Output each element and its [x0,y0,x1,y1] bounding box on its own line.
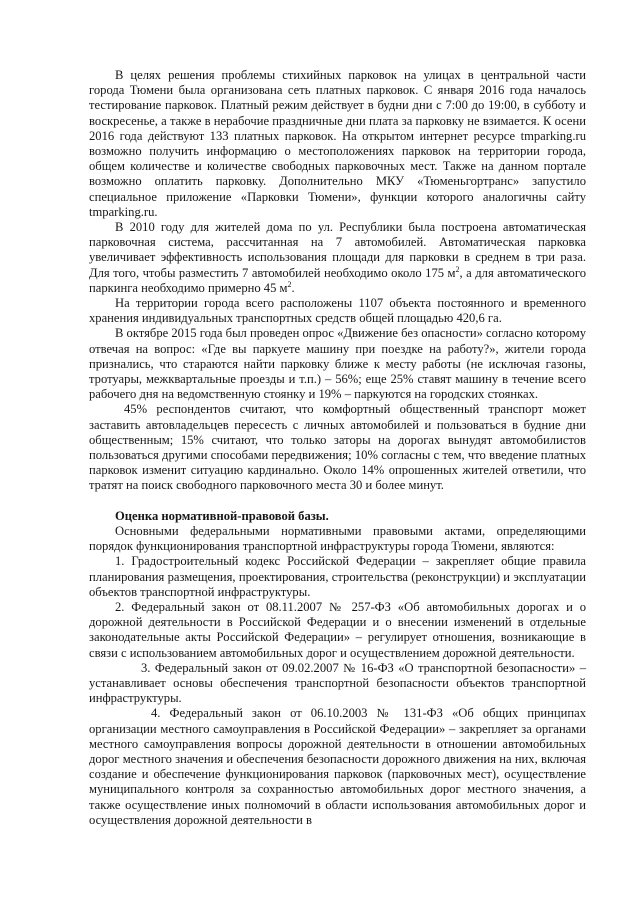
section-heading: Оценка нормативной-правовой базы. [115,508,329,523]
superscript-square-2: 2 [287,279,292,289]
paragraph-respondents: 45% респондентов считают, что комфортный общественный транспорт может заставить автовладельцев пересесть с личных автомобилей и пользоваться в будние дни общественным; 15% считают, что только заторы на дорогах вынудят автомобилистов пользоваться другими способами передвижения; 10% согласны с тем, что введение платных парковок изменит ситуацию кардинально. Около 14% опрошенных жителей ответили, что тратят на поиск свободного парковочного места 30 и более минут. [89,402,586,493]
paragraph-survey: В октябре 2015 года был проведен опрос «Движение без опасности» согласно которому отвечая на вопрос: «Где вы паркуете машину при поездке на работу?», жители города признались, что стараются найти парковку ближе к месту работы (не исключая газоны, тротуары, межквартальные проезды и т.п.) – 56%; еще 25% ставят машину в течение всего рабочего дня на ведомственную стоянку и 19% – паркуются на городских стоянках. [89,326,586,402]
automatic-parking-text-mid: , а для автоматического паркинга необходимо примерно 45 м [89,265,586,295]
document-page [89,68,586,828]
paragraph-paid-parking: В целях решения проблемы стихийных парковок на улицах в центральной части города Тюмени была организована сеть платных парковок. С января 2016 года началось тестирование парковок. Платный режим действует в будни дни с 7:00 до 19:00, в субботу и воскресенье, а также в нерабочие праздничные дни плата за парковку не взимается. К осени 2016 года действуют 133 платных парковок. На открытом интернет ресурсе tmparking.ru возможно получить информацию о местоположениях парковок на территории города, общем количестве и количестве свободных парковочных мест. Также на данном портале возможно оплатить парковку. Дополнительно МКУ «Тюменьгортранс» запустило специальное приложение «Парковки Тюмени», функции которого аналогичны сайту tmparking.ru. [89,68,586,219]
list-item-law-131: 4. Федеральный закон от 06.10.2003 № 131-ФЗ «Об общих принципах организации местного самоуправления в Российской Федерации» – закрепляет за органами местного самоуправления вопросы дорожной деятельности в отношении автомобильных дорог местного значения и обеспечения безопасности дорожного движения на них, включая создание и обеспечение функционирования парковок (парковочных мест), осуществление муниципального контроля за сохранностью автомобильных дорог местного значения, а также осуществление иных полномочий в области использования автомобильных дорог и осуществления дорожной деятельности в [89,706,586,827]
list-item-urban-code: 1. Градостроительный кодекс Российской Федерации – закрепляет общие правила планирования размещения, проектирования, строительства (реконструкции) и эксплуатации объектов транспортной инфраструктуры. [89,554,586,599]
list-item-law-16: 3. Федеральный закон от 09.02.2007 № 16-ФЗ «О транспортной безопасности» – устанавливает основы обеспечения транспортной безопасности объектов транспортной инфраструктуры. [89,660,586,706]
section-gap [89,494,586,509]
paragraph-automatic-parking [89,220,586,296]
paragraph-legal-intro: Основными федеральными нормативными правовыми актами, определяющими порядок функционирования транспортной инфраструктуры города Тюмени, являются: [89,523,586,554]
list-item-law-257: 2. Федеральный закон от 08.11.2007 № 257-ФЗ «Об автомобильных дорогах и о дорожной деятельности в Российской Федерации и о внесении изменений в отдельные законодательные акты Российской Федерации» – регулирует отношения, возникающие в связи с использованием автомобильных дорог и осуществлением дорожной деятельности. [89,599,586,660]
paragraph-parking-objects: На территории города всего расположены 1107 объекта постоянного и временного хранения индивидуальных транспортных средств общей площадью 420,6 га. [89,296,586,326]
automatic-parking-text: В 2010 году для жителей дома по ул. Республики была построена автоматическая парковочная система, рассчитанная на 7 автомобилей. Автоматическая парковка увеличивает эффективность использования площади для парковки в среднем в три раза. Для того, чтобы разместить 7 автомобилей необходимо около 175 м [89,220,586,280]
automatic-parking-text-end: . [291,280,295,295]
superscript-square-1: 2 [455,264,460,274]
